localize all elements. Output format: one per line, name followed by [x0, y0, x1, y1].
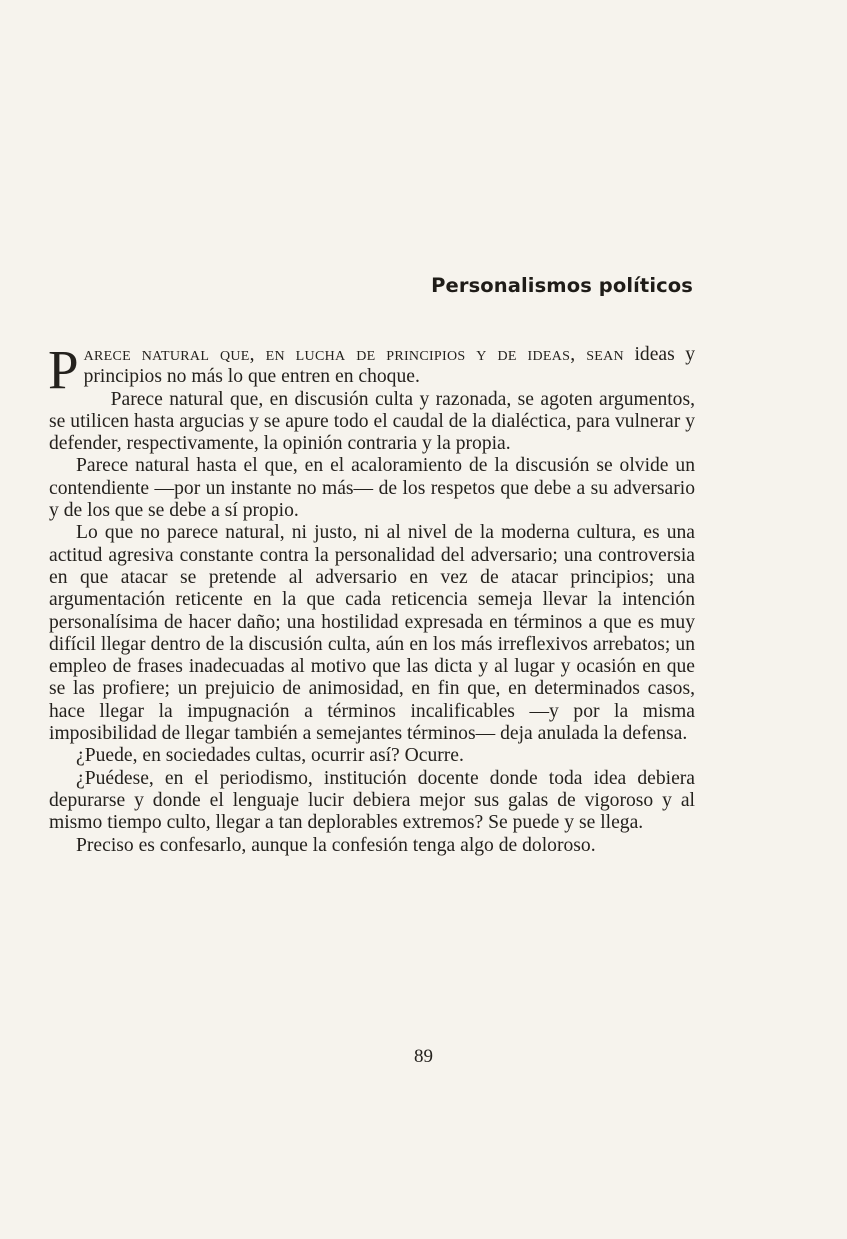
opening-smallcaps: arece natural que, en lucha de principios y de ideas, sean: [83, 344, 624, 365]
drop-cap: P: [48, 339, 79, 400]
body-text: [48, 339, 695, 857]
chapter-title: Personalismos políticos: [431, 274, 693, 297]
paragraph-7: Preciso es confesarlo, aunque la confesión tenga algo de doloroso.: [76, 834, 596, 856]
paragraph-4: Lo que no parece natural, ni justo, ni al nivel de la moderna cultura, es una actitud agresiva constante contra la personalidad del adversario; una controversia en que atacar se pretende al adversario en vez de atacar principios; una argumentación reticente en la que cada reticencia semeja llevar la intención personalísima de hacer daño; una hostilidad expresada en términos a que es muy difícil llegar dentro de la discusión culta, aún en los más irreflexivos arrebatos; un empleo de frases inadecuadas al motivo que las dicta y al lugar y ocasión en que se las profiere; un prejuicio de animosidad, en fin que, en determinados casos, hace llegar la impugnación a términos incalificables —y por la misma imposibilidad de llegar también a semejantes términos— deja anulada la defensa.: [49, 522, 695, 745]
paragraph-6: ¿Puédese, en el periodismo, institución docente donde toda idea debiera depurarse y donde el lenguaje lucir debiera mejor sus galas de vigoroso y al mismo tiempo culto, llegar a tan deplorables extremos? Se puede y se llega.: [49, 767, 695, 834]
paragraph-5: ¿Puede, en sociedades cultas, ocurrir así? Ocurre.: [76, 745, 464, 767]
page-number: 89: [414, 1046, 433, 1067]
paragraph-1: [48, 339, 695, 400]
paragraph-3: Parece natural hasta el que, en el acaloramiento de la discusión se olvide un contendiente —por un instante no más— de los respetos que debe a su adversario y de los que se debe a sí propio.: [49, 455, 695, 522]
paragraph-1-rest: ideas y principios no más lo que entren en choque.: [83, 344, 695, 388]
paragraph-2: Parece natural que, en discusión culta y razonada, se agoten argumentos, se utilicen hasta argucias y se apure todo el caudal de la dialéctica, para vulnerar y defender, respectivamente, la opinión contraria y la propia.: [49, 388, 695, 455]
